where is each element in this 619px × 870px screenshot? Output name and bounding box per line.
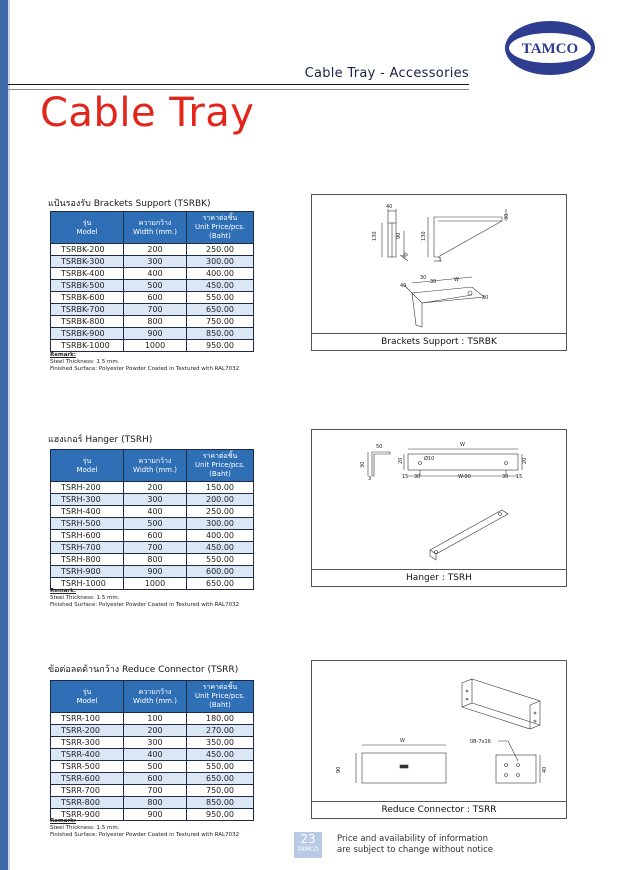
caption-brackets: Brackets Support : TSRBK	[312, 333, 566, 350]
price-table-reduce	[50, 680, 254, 821]
svg-text:30: 30	[414, 474, 421, 480]
table-row: TSRBK-800 800 750.00	[51, 316, 254, 328]
svg-text:W: W	[454, 277, 459, 283]
price-table-brackets	[50, 211, 254, 352]
table-row: TSRH-200 200 150.00	[51, 482, 254, 494]
svg-text:20: 20	[398, 457, 404, 464]
page-number-badge	[294, 832, 322, 858]
col-model-header: รุ่น Model	[51, 212, 124, 244]
footer-brand: TAMCO	[297, 846, 319, 853]
svg-text:15: 15	[402, 474, 409, 480]
table-row: TSRH-600 600 400.00	[51, 530, 254, 542]
header-rule	[8, 84, 469, 85]
svg-text:90: 90	[336, 766, 342, 773]
table-row: TSRR-100 100 180.00	[51, 713, 254, 725]
left-accent-bar	[0, 0, 8, 870]
col-price-header: ราคาต่อชิ้น Unit Price/pcs. (Baht)	[187, 681, 254, 713]
svg-text:90: 90	[396, 232, 402, 239]
svg-text:130: 130	[421, 231, 427, 241]
table-row: TSRH-800 800 550.00	[51, 554, 254, 566]
table-row: TSRBK-1000 1000 950.00	[51, 340, 254, 352]
svg-text:30: 30	[504, 213, 510, 220]
svg-text:40: 40	[400, 283, 407, 289]
table-row: TSRH-500 500 300.00	[51, 518, 254, 530]
caption-hanger: Hanger : TSRH	[312, 569, 566, 586]
table-row: TSRH-1000 1000 650.00	[51, 578, 254, 590]
table-row: TSRBK-300 300 300.00	[51, 256, 254, 268]
hanger-drawing	[312, 430, 566, 569]
diagram-brackets	[311, 194, 567, 351]
col-model-header: รุ่น Model	[51, 450, 124, 482]
svg-text:40: 40	[386, 204, 393, 210]
bracket-drawing	[312, 195, 566, 333]
price-table-hanger	[50, 449, 254, 590]
caption-reduce: Reduce Connector : TSRR	[312, 801, 566, 818]
table-row: TSRR-700 700 750.00	[51, 785, 254, 797]
diagram-reduce	[311, 660, 567, 819]
svg-text:20: 20	[522, 457, 528, 464]
svg-text:0B-7x16: 0B-7x16	[470, 739, 491, 745]
table-row: TSRH-900 900 600.00	[51, 566, 254, 578]
svg-text:15: 15	[516, 474, 523, 480]
svg-text:3: 3	[438, 257, 442, 263]
table-row: TSRBK-500 500 450.00	[51, 280, 254, 292]
section-header: Cable Tray - Accessories	[304, 66, 469, 81]
svg-text:30: 30	[401, 251, 410, 261]
logo-text: TAMCO	[521, 41, 579, 57]
col-model-header: รุ่น Model	[51, 681, 124, 713]
svg-text:W-90: W-90	[458, 474, 471, 480]
svg-text:W: W	[400, 738, 405, 744]
col-width-header: ความกว้าง Width (mm.)	[124, 212, 187, 244]
svg-text:Ø10: Ø10	[424, 456, 435, 462]
table-row: TSRR-800 800 850.00	[51, 797, 254, 809]
svg-text:30: 30	[430, 279, 437, 285]
col-price-header: ราคาต่อชิ้น Unit Price/pcs. (Baht)	[187, 450, 254, 482]
table-row: TSRR-400 400 450.00	[51, 749, 254, 761]
svg-text:130: 130	[372, 231, 378, 241]
footer-note: Price and availability of information are subject to change without notice	[337, 834, 494, 855]
page-number: 23	[300, 832, 316, 846]
svg-text:3: 3	[368, 476, 372, 482]
svg-text:50: 50	[376, 444, 383, 450]
table-row: TSRR-300 300 350.00	[51, 737, 254, 749]
table-row: TSRH-400 400 250.00	[51, 506, 254, 518]
col-width-header: ความกว้าง Width (mm.)	[124, 450, 187, 482]
table-row: TSRR-900 900 950.00	[51, 809, 254, 821]
table-row: TSRBK-700 700 650.00	[51, 304, 254, 316]
section-title-hanger: แฮงเกอร์ Hanger (TSRH)	[48, 435, 153, 445]
table-row: TSRBK-900 900 850.00	[51, 328, 254, 340]
table-row: TSRBK-400 400 400.00	[51, 268, 254, 280]
svg-text:30: 30	[360, 461, 366, 468]
svg-text:40: 40	[542, 766, 548, 773]
page-title: Cable Tray	[40, 90, 255, 136]
remarks-hanger: Remark: Steel Thickness: 1.5 mm. Finished Surface: Polyester Powder Coated in Textured with RAL7032	[50, 588, 240, 608]
col-price-header: ราคาต่อชิ้น Unit Price/pcs. (Baht)	[187, 212, 254, 244]
table-row: TSRR-500 500 550.00	[51, 761, 254, 773]
table-row: TSRH-300 300 200.00	[51, 494, 254, 506]
diagram-hanger	[311, 429, 567, 587]
table-row: TSRR-200 200 270.00	[51, 725, 254, 737]
remarks-reduce: Remark: Steel Thickness: 1.5 mm. Finished Surface: Polyester Powder Coated in Textured with RAL7032	[50, 818, 240, 838]
svg-text:W: W	[460, 442, 465, 448]
section-title-brackets: แป้นรองรับ Brackets Support (TSRBK)	[48, 199, 211, 209]
svg-text:30: 30	[420, 275, 427, 281]
col-width-header: ความกว้าง Width (mm.)	[124, 681, 187, 713]
table-row: TSRBK-200 200 250.00	[51, 244, 254, 256]
svg-text:30: 30	[502, 474, 509, 480]
table-row: TSRBK-600 600 550.00	[51, 292, 254, 304]
svg-text:30: 30	[482, 295, 489, 301]
table-row: TSRR-600 600 650.00	[51, 773, 254, 785]
reduce-connector-drawing	[312, 661, 566, 801]
table-row: TSRH-700 700 450.00	[51, 542, 254, 554]
tamco-logo	[504, 20, 596, 76]
section-title-reduce: ข้อต่อลดด้านกว้าง Reduce Connector (TSRR)	[48, 665, 239, 675]
remarks-brackets: Remark: Steel Thickness: 1.5 mm. Finished Surface: Polyester Powder Coated in Textured with RAL7032	[50, 352, 240, 372]
